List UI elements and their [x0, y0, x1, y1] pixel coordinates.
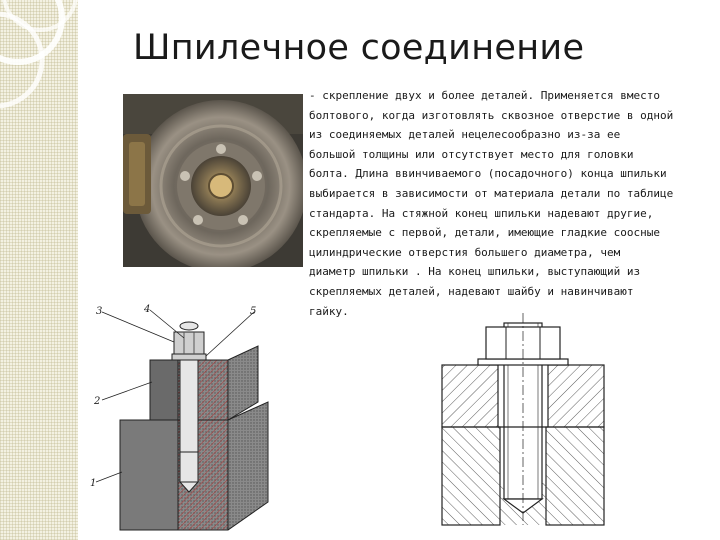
paragraph-line: стандарта. На стяжной конец шпильки надевают другие,: [309, 206, 654, 220]
paragraph-line: цилиндрические отверстия большего диаметра, чем: [309, 245, 621, 259]
paragraph-line: - скрепление двух и более деталей. Применяется вместо: [309, 89, 660, 102]
label-2: 2: [94, 396, 101, 407]
decorative-circles-icon: [0, 0, 78, 540]
description-paragraph: [309, 86, 709, 321]
paragraph-line: диаметр шпильки . На конец шпильки, выступающий из: [309, 265, 641, 279]
stud-connection-cutaway-drawing: [88, 302, 270, 538]
label-4: 4: [144, 304, 151, 315]
slide-title: Шпилечное соединение: [133, 28, 585, 68]
label-1: 1: [90, 478, 97, 489]
paragraph-line: гайку.: [309, 304, 349, 318]
brake-disc-photo: [123, 94, 303, 267]
paragraph-line: из соединяемых деталей нецелесообразно из-за ее: [309, 128, 621, 142]
paragraph-line: скрепляемых деталей, надевают шайбу и навинчивают: [309, 284, 634, 298]
paragraph-line: большой толщины или отсутствует место для головки: [309, 147, 634, 161]
label-5: 5: [250, 306, 257, 317]
stud-connection-section-drawing: [440, 313, 605, 531]
paragraph-line: болтового, когда изготовлять сквозное отверстие в одной: [309, 108, 674, 122]
paragraph-line: выбирается в зависимости от материала детали по таблице: [309, 186, 674, 200]
paragraph-line: скрепляемые с первой, детали, имеющие гладкие соосные: [309, 226, 660, 240]
label-3: 3: [96, 306, 103, 317]
decorative-side-band: [0, 0, 78, 540]
paragraph-line: болта. Длина ввинчиваемого (посадочного) конца шпильки: [309, 167, 667, 181]
